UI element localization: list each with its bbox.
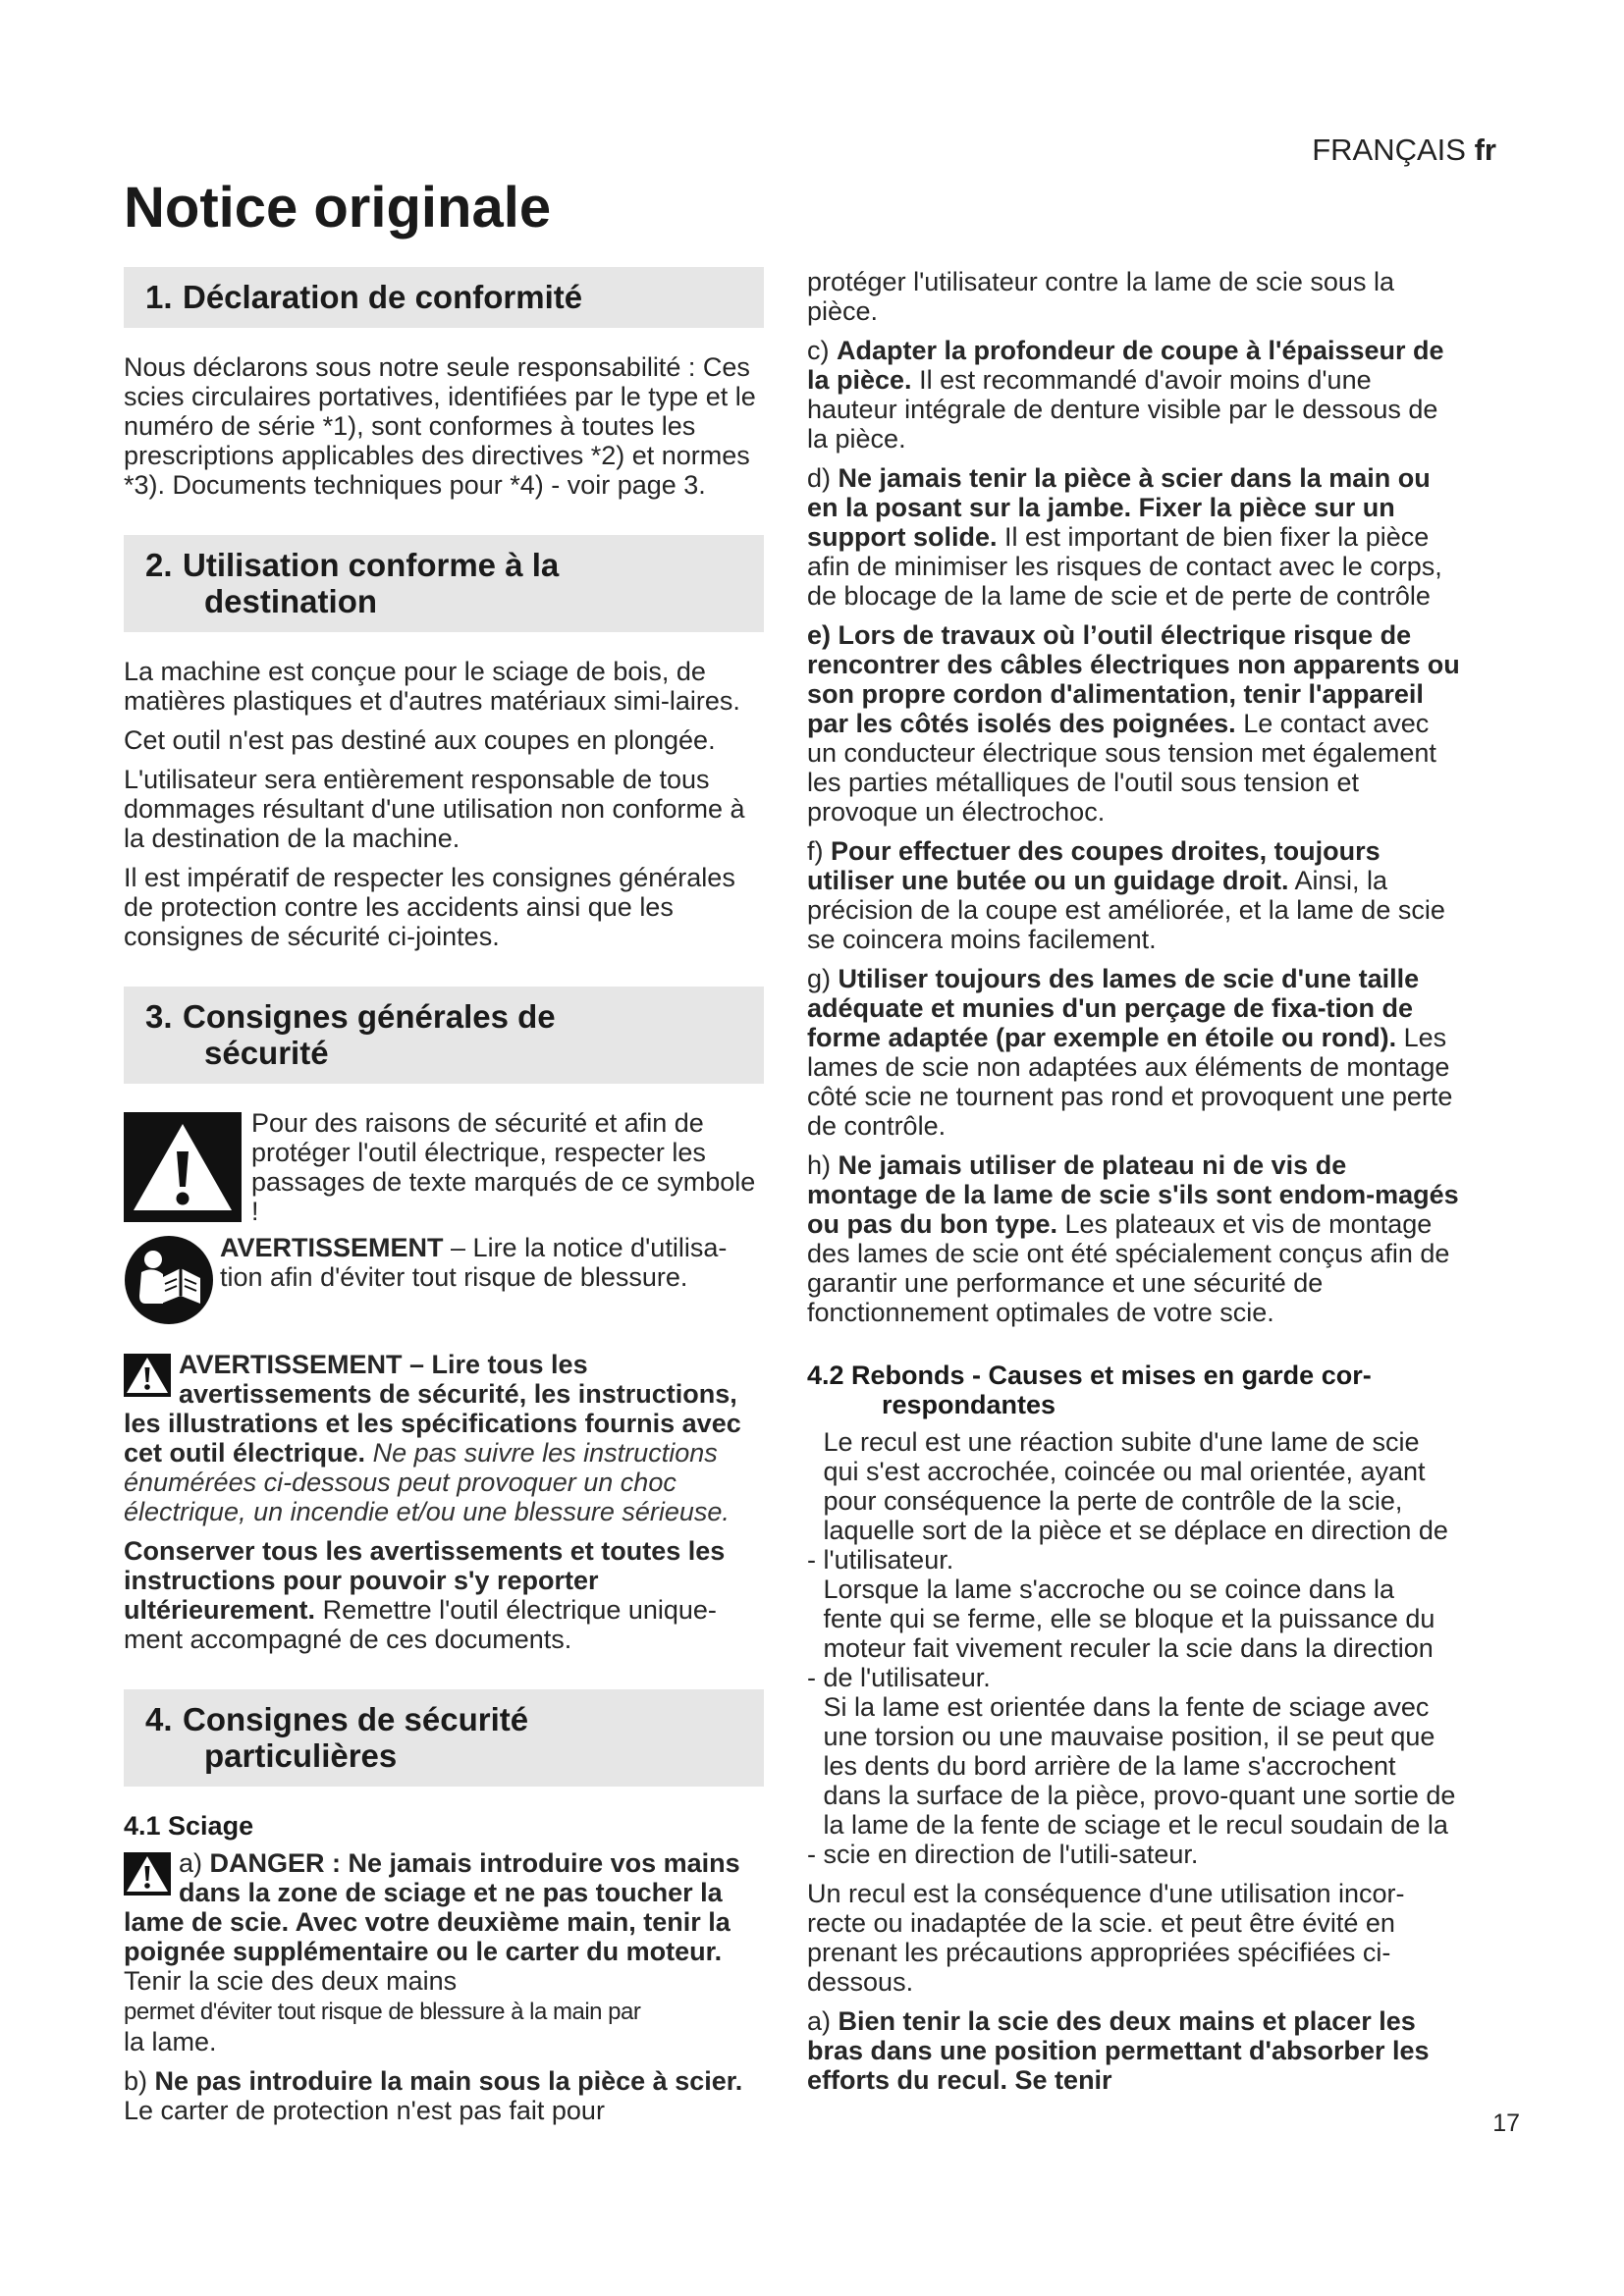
subsection-kickback-line1: 4.2 Rebonds - Causes et mises en garde cor- xyxy=(807,1361,1372,1390)
section-heading-intended-use xyxy=(124,535,764,632)
rule-e xyxy=(807,620,1461,827)
declaration-paragraph: Nous déclarons sous notre seule responsabilité : Ces scies circulaires portatives, identifiées par le type et le numéro de série *1), sont conformes à toutes les prescriptions applicables des directives *2) et normes *3). Documents techniques pour *4) - voir page 3. xyxy=(124,352,756,500)
read-all-warnings xyxy=(124,1350,764,1526)
rule-b xyxy=(124,2066,764,2125)
rule-e-text: Le contact avec un conducteur électrique sous tension met également les parties métalliques de l'outil sous tension et provoque un électrochoc. xyxy=(807,709,1436,827)
kickback-list xyxy=(807,1427,1461,1869)
right-column xyxy=(807,267,1461,2105)
keep-instructions xyxy=(124,1536,764,1654)
section-title-line1: Utilisation conforme à la xyxy=(183,547,560,583)
section-heading-general-safety xyxy=(124,987,764,1084)
rule-d xyxy=(807,463,1461,611)
rule-h xyxy=(807,1150,1461,1327)
left-column xyxy=(124,267,764,2135)
rule-a xyxy=(124,1848,764,2056)
page-title: Notice originale xyxy=(124,176,552,240)
keep-instructions-bold: Conserver tous les avertissements et toutes les instructions pour pouvoir s'y reporter ultérieurement. xyxy=(124,1536,726,1625)
rule-d-text: Il est important de bien fixer la pièce afin de minimiser les risques de contact avec le corps, de blocage de la lame de scie et de perte de contrôle xyxy=(807,522,1442,611)
section-title-line2: sécurité xyxy=(204,1035,329,1071)
keep-instructions-text: Remettre l'outil électrique unique-ment accompagné de ces documents. xyxy=(124,1595,717,1654)
rule-d-prefix: d) xyxy=(807,463,839,493)
rule-a-text-end: la lame. xyxy=(124,2027,217,2056)
language-code: fr xyxy=(1474,133,1496,167)
warning-symbol-text: Pour des raisons de sécurité et afin de protéger l'outil électrique, respecter les passages de texte marqués de ce symbole ! xyxy=(251,1108,756,1226)
rule-e-bold: e) Lors de travaux où l’outil électrique risque de rencontrer des câbles électriques non apparents ou son propre cordon d'alimentation, tenir l'appareil par les côtés isolés des poignées. xyxy=(807,620,1460,738)
rule-f-prefix: f) xyxy=(807,836,831,866)
section-heading-specific-safety xyxy=(124,1689,764,1787)
warning-triangle-icon xyxy=(124,1852,171,1901)
intended-use-paragraph-3: L'utilisateur sera entièrement responsable de tous dommages résultant d'une utilisation non conforme à la destination de la machine. xyxy=(124,765,745,853)
rule-b-bold: Ne pas introduire la main sous la pièce à scier. xyxy=(154,2066,743,2096)
section-title-line2: destination xyxy=(204,583,378,619)
kickback-summary: Un recul est la conséquence d'une utilisation incor-recte ou inadaptée de la scie. et peut être évité en prenant les précautions appropriées spécifiées ci-dessous. xyxy=(807,1879,1405,1997)
section-number: 2. xyxy=(145,547,173,583)
rule-d-bold: Ne jamais tenir la pièce à scier dans la main ou en la posant sur la jambe. Fixer la pièce sur un support solide. xyxy=(807,463,1431,552)
rule-f xyxy=(807,836,1461,954)
read-all-warnings-bold: AVERTISSEMENT – Lire tous les avertissements de sécurité, les instructions, les illustrations et les spécifications fournis avec cet outil électrique. xyxy=(124,1350,741,1468)
rule-b-prefix: b) xyxy=(124,2066,155,2096)
rule-c-text: Il est recommandé d'avoir moins d'une hauteur intégrale de denture visible par le dessous de la pièce. xyxy=(807,365,1438,454)
kickback-rule-a-bold: Bien tenir la scie des deux mains et placer les bras dans une position permettant d'absorber les efforts du recul. Se tenir xyxy=(807,2006,1430,2095)
section-title: Déclaration de conformité xyxy=(183,279,583,315)
list-item-text: Le recul est une réaction subite d'une lame de scie qui s'est accrochée, coincée ou mal orientée, ayant pour conséquence la perte de contrôle de la scie, laquelle sort de la pièce et se déplace en direction de l'utilisateur. xyxy=(823,1427,1448,1575)
rule-h-bold: Ne jamais utiliser de plateau ni de vis de montage de la lame de scie s'ils sont endom-magés ou pas du bon type. xyxy=(807,1150,1459,1239)
section-title-line2: particulières xyxy=(204,1737,398,1774)
rule-a-small-text: permet d'éviter tout risque de blessure à la main par xyxy=(124,1999,641,2025)
subsection-kickback-line2: respondantes xyxy=(882,1390,1056,1419)
kickback-rule-a-prefix: a) xyxy=(807,2006,839,2036)
page-number: 17 xyxy=(1492,2109,1520,2137)
manual-warning-label: AVERTISSEMENT xyxy=(220,1233,444,1262)
intended-use-paragraph-2: Cet outil n'est pas destiné aux coupes en plongée. xyxy=(124,725,716,755)
list-item: - Lorsque la lame s'accroche ou se coince dans la fente qui se ferme, elle se bloque et la puissance du moteur fait vivement reculer la scie dans la direction de l'utilisateur. xyxy=(807,1575,1461,1692)
rule-h-prefix: h) xyxy=(807,1150,839,1180)
intended-use-paragraph-4: Il est impératif de respecter les consignes générales de protection contre les accidents ainsi que les consignes de sécurité ci-jointes. xyxy=(124,863,735,951)
rule-a-text: Tenir la scie des deux mains xyxy=(124,1966,458,1996)
rule-b-continued: protéger l'utilisateur contre la lame de scie sous la pièce. xyxy=(807,267,1394,326)
warning-symbol-note xyxy=(124,1108,764,1227)
warning-triangle-icon xyxy=(124,1354,171,1403)
list-item-text: Si la lame est orientée dans la fente de sciage avec une torsion ou une mauvaise position, il se peut que les dents du bord arrière de la lame s'accrochent dans la surface de la pièce, provo-quant une sortie de la lame de la fente de sciage et le recul soudain de la scie en direction de l'utili-sateur. xyxy=(823,1692,1456,1869)
read-manual-icon xyxy=(124,1235,214,1330)
read-all-warnings-italic: Ne pas suivre les instructions énumérées ci-dessous peut provoquer un choc électrique, un incendie et/ou une blessure sérieuse. xyxy=(124,1438,730,1526)
rule-c xyxy=(807,336,1461,454)
read-manual-note xyxy=(124,1233,764,1330)
section-number: 3. xyxy=(145,998,173,1035)
rule-a-bold: DANGER : Ne jamais introduire vos mains dans la zone de sciage et ne pas toucher la lame de scie. Avec votre deuxième main, tenir la poignée supplémentaire ou le carter du moteur. xyxy=(124,1848,740,1966)
rule-g-text: Les lames de scie non adaptées aux éléments de montage côté scie ne tournent pas rond et provoquent une perte de contrôle. xyxy=(807,1023,1453,1141)
rule-g xyxy=(807,964,1461,1141)
list-item: - Si la lame est orientée dans la fente de sciage avec une torsion ou une mauvaise position, il se peut que les dents du bord arrière de la lame s'accrochent dans la surface de la pièce, provo-quant une sortie de la lame de la fente de sciage et le recul soudain de la scie en direction de l'utili-sateur. xyxy=(807,1692,1456,1869)
manual-warning-text: – Lire la notice d'utilisa-tion afin d'éviter tout risque de blessure. xyxy=(220,1233,728,1292)
rule-a-prefix: a) xyxy=(179,1848,210,1878)
rule-h-text: Les plateaux et vis de montage des lames de scie ont été spécialement conçus afin de garantir une performance et une sécurité de fonctionnement optimales de votre scie. xyxy=(807,1209,1450,1327)
rule-b-text: Le carter de protection n'est pas fait pour xyxy=(124,2096,605,2125)
rule-c-prefix: c) xyxy=(807,336,837,365)
kickback-rule-a xyxy=(807,2006,1461,2095)
rule-f-bold: Pour effectuer des coupes droites, toujours utiliser une butée ou un guidage droit. xyxy=(807,836,1380,895)
intended-use-paragraph-1: La machine est conçue pour le sciage de bois, de matières plastiques et d'autres matériaux simi-laires. xyxy=(124,657,740,716)
subsection-kickback xyxy=(807,1361,1461,1419)
subsection-sawing: 4.1 Sciage xyxy=(124,1811,254,1841)
section-heading-declaration xyxy=(124,267,764,328)
section-number: 1. xyxy=(145,279,173,315)
rule-g-bold: Utiliser toujours des lames de scie d'une taille adéquate et munies d'un perçage de fixa-tion de forme adaptée (par exemple en étoile ou rond). xyxy=(807,964,1420,1052)
section-number: 4. xyxy=(145,1701,173,1737)
section-title-line1: Consignes de sécurité xyxy=(183,1701,529,1737)
rule-c-bold: Adapter la profondeur de coupe à l'épaisseur de la pièce. xyxy=(807,336,1444,395)
language-indicator xyxy=(1312,133,1496,168)
list-item: - Le recul est une réaction subite d'une lame de scie qui s'est accrochée, coincée ou mal orientée, ayant pour conséquence la perte de contrôle de la scie, laquelle sort de la pièce et se déplace en direction de l'utilisateur. xyxy=(807,1427,1461,1575)
language-name: FRANÇAIS xyxy=(1312,133,1466,167)
rule-f-text: Ainsi, la précision de la coupe est améliorée, et la lame de scie se coincera moins facilement. xyxy=(807,866,1445,954)
section-title-line1: Consignes générales de xyxy=(183,998,556,1035)
list-item-text: Lorsque la lame s'accroche ou se coince dans la fente qui se ferme, elle se bloque et la puissance du moteur fait vivement reculer la scie dans la direction de l'utilisateur. xyxy=(823,1575,1435,1692)
warning-triangle-icon xyxy=(124,1112,242,1227)
rule-g-prefix: g) xyxy=(807,964,839,993)
